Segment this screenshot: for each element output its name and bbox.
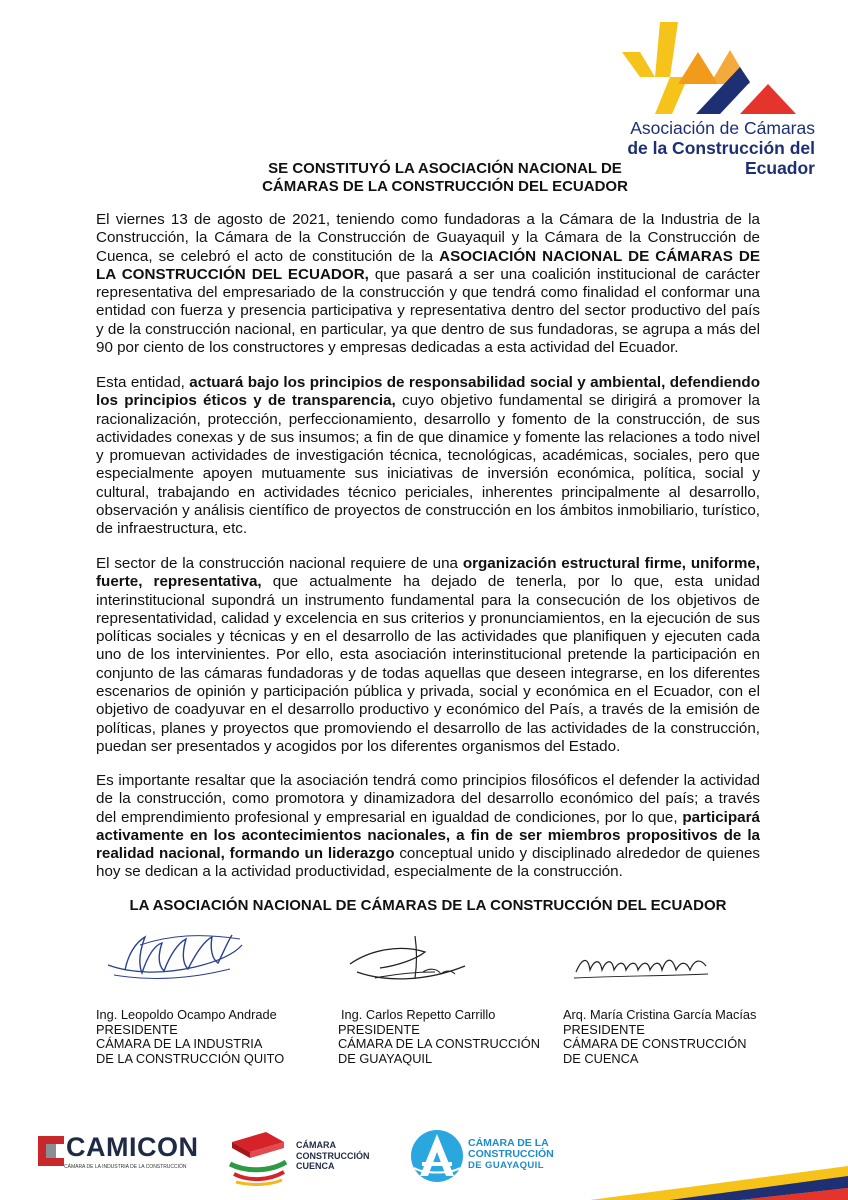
signer-1-org-line-1: CÁMARA DE LA INDUSTRIA <box>96 1036 263 1051</box>
footer-color-band <box>590 1148 848 1200</box>
signer-1-org-line-2: DE LA CONSTRUCCIÓN QUITO <box>96 1050 285 1066</box>
signer-2-role: PRESIDENTE <box>338 1021 420 1037</box>
camara-construccion-cuenca-logo <box>226 1128 376 1186</box>
signature-1 <box>100 925 250 987</box>
signer-2 <box>338 1008 540 1066</box>
camara-construccion-guayaquil-logo <box>410 1128 580 1186</box>
heading-line-2: CÁMARAS DE LA CONSTRUCCIÓN DEL ECUADOR <box>262 178 628 195</box>
cuenca-line-2: CONSTRUCCIÓN <box>296 1150 370 1161</box>
signer-3-role: PRESIDENTE <box>563 1021 645 1037</box>
logo-line-1: Asociación de Cámaras <box>630 118 815 138</box>
signer-3 <box>563 1008 756 1066</box>
p4-text-2: conceptual unido y disciplinado alrededor de quienes hoy se dedican a la actividad productividad, especialmente de la construcción. <box>96 845 760 881</box>
p3-bold-1: organización estructural firme, uniforme, fuerte, representativa, <box>96 555 761 591</box>
p1-text-2: que pasará a ser una coalición institucional de carácter representativa del empresariado de la construcción y que tendrá como finalidad el conformar una entidad con fuerza y presencia participativa y representativa dentro del sector productivo del país y de la construcción nacional, en particular, ya que dentro de sus fundadoras, se agrupa a más del 90 por ciento de los constructores y empresas dedicadas a esta actividad del Ecuador. <box>96 265 760 357</box>
signature-3 <box>572 948 712 988</box>
guayaquil-line-3: DE GUAYAQUIL <box>468 1160 544 1171</box>
p2-text-1: Esta entidad, <box>96 374 190 391</box>
signer-1-role: PRESIDENTE <box>96 1021 178 1037</box>
guayaquil-logo-mark <box>410 1128 464 1184</box>
guayaquil-line-2: CONSTRUCCIÓN <box>468 1148 554 1160</box>
paragraph-4 <box>96 772 760 882</box>
association-logo-mark <box>600 22 815 122</box>
signer-2-org-line-2: DE GUAYAQUIL <box>338 1050 433 1066</box>
guayaquil-line-1: CÁMARA DE LA <box>468 1137 549 1149</box>
p4-bold-1: participará activamente en los acontecimientos nacionales, a fin de ser miembros propositivos de la realidad nacional, formando un liderazgo <box>96 808 760 863</box>
association-logo <box>600 22 815 178</box>
camicon-logo <box>36 1130 199 1178</box>
signer-2-name: Ing. Carlos Repetto Carrillo <box>341 1007 496 1022</box>
paragraph-2 <box>96 374 760 539</box>
signer-1-name: Ing. Leopoldo Ocampo Andrade <box>96 1007 277 1022</box>
logo-line-2: de la Construcción del Ecuador <box>627 138 815 178</box>
signer-3-name: Arq. María Cristina García Macías <box>563 1007 757 1022</box>
paragraph-1 <box>96 211 760 357</box>
camicon-logo-mark <box>36 1134 66 1168</box>
p4-text-1: Es importante resaltar que la asociación tendrá como principios filosóficos el defender la actividad de la construcción, como promotora y dinamizadora del desarrollo económico del país; a través del emprendimiento profesional y empresarial en igualdad de condiciones, por lo que, <box>96 772 760 826</box>
signer-3-org-line-2: DE CUENCA <box>563 1050 639 1066</box>
signature-2 <box>345 930 475 990</box>
p3-text-1: El sector de la construcción nacional requiere de una <box>96 555 463 572</box>
p1-bold-1: ASOCIACIÓN NACIONAL DE CÁMARAS DE LA CONSTRUCCIÓN DEL ECUADOR, <box>96 247 760 283</box>
camicon-name: CAMICON <box>66 1132 199 1162</box>
cuenca-logo-mark <box>226 1128 290 1186</box>
cuenca-line-1: CÁMARA <box>296 1140 336 1150</box>
closing-signature-heading: LA ASOCIACIÓN NACIONAL DE CÁMARAS DE LA CONSTRUCCIÓN DEL ECUADOR <box>129 897 727 914</box>
p2-text-2: cuyo objetivo fundamental se dirigirá a promover la racionalización, protección, perfeccionamiento, desarrollo y fomento de la construcción, de sus actividades conexas y de sus insumos; a fin de que dinamice y fomente las relaciones a todo nivel y promuevan actividades de investigación técnica, tecnológicas, académicas, sociales, pero que especialmente apoyen mutuamente sus iniciativas de inversión económica, política, social y cultural, trabajando en actividades técnico periciales, inherentes principalmente al desarrollo, observación y análisis científico de proyectos de construcción en los ámbitos inmobiliario, turístico, de infraestructura, etc. <box>96 392 760 538</box>
cuenca-line-3: CUENCA <box>296 1161 335 1171</box>
camicon-tagline: CÁMARA DE LA INDUSTRIA DE LA CONSTRUCCIÓN <box>64 1164 187 1170</box>
signer-1 <box>96 1008 284 1066</box>
signer-3-org-line-1: CÁMARA DE CONSTRUCCIÓN <box>563 1036 747 1051</box>
document-heading <box>200 160 690 196</box>
p2-bold-1: actuará bajo los principios de responsabilidad social y ambiental, defendiendo los principios éticos y de transparencia, <box>96 374 760 410</box>
paragraph-3 <box>96 555 760 756</box>
p1-text-1: El viernes 13 de agosto de 2021, teniendo como fundadoras a la Cámara de la Industria de la Construcción, la Cámara de la Construcción de Guayaquil y la Cámara de la Construcción de Cuenca, se celebró el acto de constitución de la <box>96 211 760 265</box>
heading-line-1: SE CONSTITUYÓ LA ASOCIACIÓN NACIONAL DE <box>268 160 622 177</box>
signer-2-org-line-1: CÁMARA DE LA CONSTRUCCIÓN <box>338 1036 540 1051</box>
p3-text-2: que actualmente ha dejado de tenerla, por lo que, esta unidad interinstitucional supondrá un instrumento fundamental para la consecución de los objetivos de representatividad, calidad y excelencia en sus criterios y pronunciamientos, en la ejecución de sus políticas sociales y técnicas y en el desarrollo de las actividades que planifiquen y ejecuten cada uno de los intervinientes. Por ello, esta asociación interinstitucional pretende la participación en conjunto de las cámaras fundadoras y de todas aquellas que deseen integrarse, en los diferentes escenarios de opinión y participación pública y privada, social y económica en el Ecuador, con el objetivo de coadyuvar en el desarrollo productivo y económico del País, a través de la emisión de políticas, planes y proyectos que promoviendo el desarrollo de las actividades de la construcción, puedan ser presentados y acogidos por los diferentes organismos del Estado. <box>96 573 760 755</box>
